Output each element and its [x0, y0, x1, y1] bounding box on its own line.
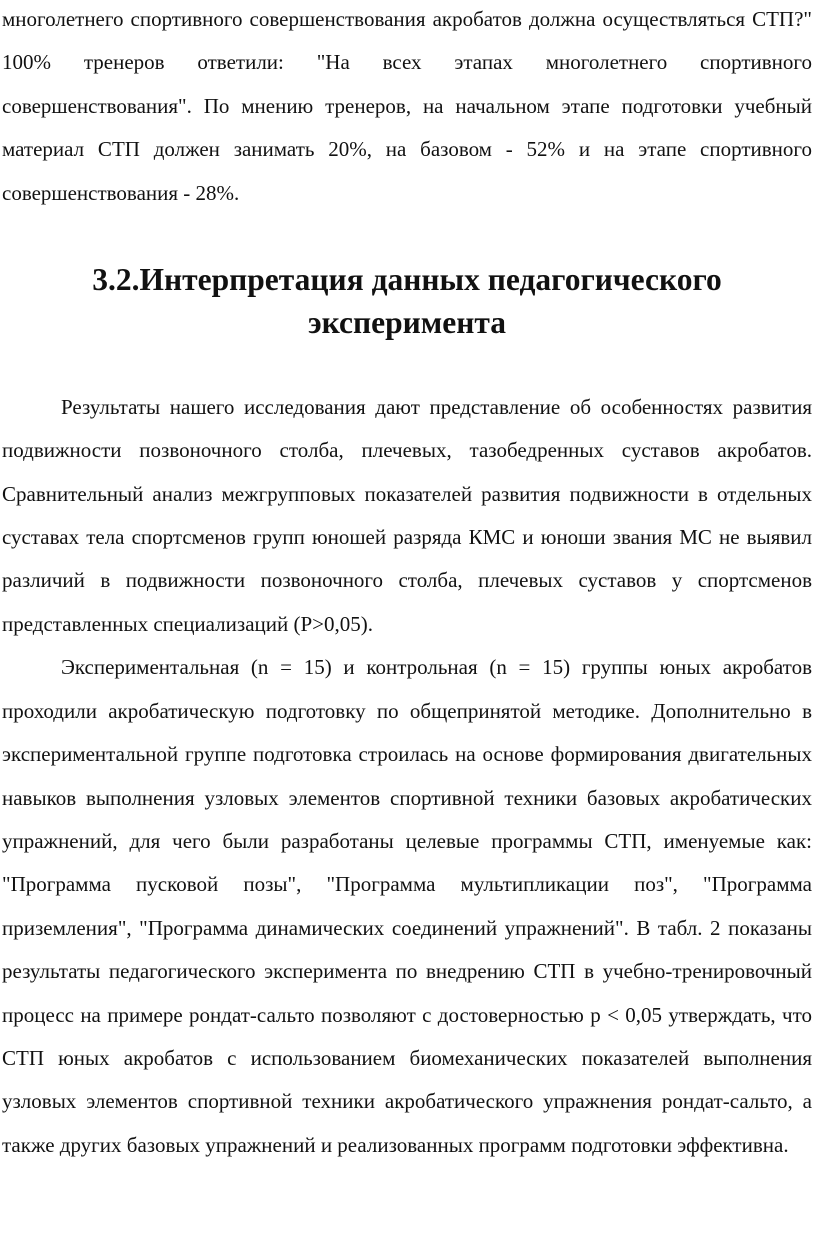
intro-paragraph: многолетнего спортивного совершенствования акробатов должна осуществляться СТП?" 100% тренеров ответили: "На всех этапах многолетнего спортивного совершенствования". По мнению тренеров, на начальном этапе подготовки учебный материал СТП должен занимать 20%, на базовом - 52% и на этапе спортивного совершенствования - 28%. — [2, 7, 812, 205]
section-heading: 3.2.Интерпретация данных педагогического эксперимента — [92, 262, 722, 341]
experiment-paragraph: Экспериментальная (n = 15) и контрольная (n = 15) группы юных акробатов проходили акробатическую подготовку по общепринятой методике. Дополнительно в экспериментальной группе подготовка строилась на основе формирования двигательных навыков выполнения узловых элементов спортивной техники базовых акробатических упражнений, для чего были разработаны целевые программы СТП, именуемые как: "Программа пусковой позы", "Программа мультипликации поз", "Программа приземления", "Программа динамических соединений упражнений". В табл. 2 показаны результаты педагогического эксперимента по внедрению СТП в учебно-тренировочный процесс на примере рондат-сальто позволяют с достоверностью p < 0,05 утверждать, что СТП юных акробатов с использованием биомеханических показателей выполнения узловых элементов спортивной техники акробатического упражнения рондат-сальто, а также других базовых упражнений и реализованных программ подготовки эффективна. — [2, 655, 812, 1157]
results-paragraph: Результаты нашего исследования дают представление об особенностях развития подвижности позвоночного столба, плечевых, тазобедренных суставов акробатов. Сравнительный анализ межгрупповых показателей развития подвижности в отдельных суставах тела спортсменов групп юношей разряда КМС и юноши звания МС не выявил различий в подвижности позвоночного столба, плечевых суставов у спортсменов представленных специализаций (P>0,05). — [2, 394, 812, 636]
